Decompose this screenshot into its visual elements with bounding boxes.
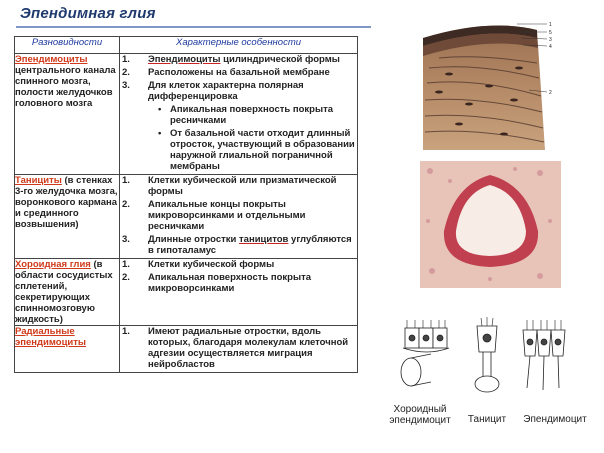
feature-text: Длинные отростки	[148, 234, 240, 245]
table-row	[15, 54, 358, 175]
feature-item	[120, 259, 357, 270]
features-cell	[120, 175, 358, 259]
type-name: Радиальные эпендимоциты	[15, 326, 87, 348]
feature-number: 2.	[122, 67, 130, 78]
features-cell	[120, 326, 358, 373]
features-list	[120, 175, 357, 256]
feature-text: Расположены на базальной мембране	[148, 67, 330, 78]
caption-tanycyte: Таницит	[467, 414, 507, 425]
feature-item	[120, 67, 357, 78]
feature-text: таницитов	[239, 234, 289, 245]
table-row	[15, 175, 358, 259]
feature-item	[120, 175, 357, 197]
ependyma-histology-image	[419, 8, 561, 150]
fig-label-2: 2	[549, 90, 552, 96]
central-canal-image	[420, 161, 561, 288]
header-types: Разновидности	[15, 37, 120, 54]
bullet-icon: •	[158, 104, 162, 115]
feature-number: 1.	[122, 259, 130, 270]
title-underline	[16, 26, 371, 28]
cell-types-drawing	[387, 312, 587, 408]
feature-item	[120, 199, 357, 232]
sub-feature-item	[148, 128, 357, 172]
feature-number: 2.	[122, 199, 130, 210]
feature-text: цилиндрической формы	[220, 54, 340, 65]
feature-text: углубляются в гипоталамус	[148, 234, 352, 256]
caption-ependymocyte: Эпендимоцит	[523, 414, 587, 425]
caption-choroid: Хороидный эпендимоцит	[389, 404, 451, 426]
feature-number: 3.	[122, 234, 130, 245]
table-row	[15, 259, 358, 326]
feature-number: 1.	[122, 175, 130, 186]
sub-features-list	[148, 104, 357, 172]
type-cell	[15, 175, 120, 259]
type-name: Эпендимоциты	[15, 54, 88, 65]
fig-label-3: 3	[549, 37, 552, 43]
features-list	[120, 326, 357, 370]
feature-item	[120, 326, 357, 370]
feature-number: 2.	[122, 272, 130, 283]
feature-text: Клетки кубической или призматической формы	[148, 175, 337, 197]
feature-item	[120, 272, 357, 294]
feature-text: Апикальная поверхность покрыта микроворсинками	[148, 272, 312, 294]
type-name: Танициты	[15, 175, 62, 186]
fig-label-1: 1	[549, 22, 552, 28]
type-name: Хороидная глия	[15, 259, 91, 270]
features-cell	[120, 54, 358, 175]
type-cell	[15, 259, 120, 326]
fig-label-4: 4	[549, 44, 552, 50]
feature-text: Эпендимоциты	[148, 54, 221, 65]
feature-text: Для клеток характерна полярная дифференцировка	[148, 80, 304, 102]
sub-feature-text: От базальной части отходит длинный отросток, участвующий в образовании наружной глиальной пограничной мембраны	[170, 128, 355, 172]
feature-text: Клетки кубической формы	[148, 259, 275, 270]
sub-feature-item	[148, 104, 357, 126]
page-title: Эпендимная глия	[20, 5, 156, 22]
features-cell	[120, 259, 358, 326]
header-features: Характерные особенности	[120, 37, 358, 54]
feature-text: Имеют радиальные отростки, вдоль которых, благодаря молекулам клеточной адгезии осуществляется миграция нейробластов	[148, 326, 349, 370]
features-list	[120, 259, 357, 294]
fig-label-5: 5	[549, 30, 552, 36]
feature-number: 1.	[122, 54, 130, 65]
feature-item	[120, 54, 357, 65]
sub-feature-text: Апикальная поверхность покрыта ресничками	[170, 104, 334, 126]
bullet-icon: •	[158, 128, 162, 139]
feature-number: 1.	[122, 326, 130, 337]
type-description: (в стенках 3-го желудочка мозга, воронкового кармана и срединного возвышения)	[15, 175, 118, 230]
type-description: (в области сосудистых сплетений, секретирующих спинномозговую жидкость)	[15, 259, 113, 325]
type-description: центрального канала спинного мозга, полости желудочков головного мозга	[15, 65, 116, 109]
features-list	[120, 54, 357, 172]
table-row	[15, 326, 358, 373]
feature-text: Апикальные концы покрыты микроворсинками и отдельными ресничками	[148, 199, 306, 232]
feature-item	[120, 80, 357, 172]
feature-item	[120, 234, 357, 256]
feature-number: 3.	[122, 80, 130, 91]
type-cell	[15, 54, 120, 175]
type-cell	[15, 326, 120, 373]
glia-table	[14, 36, 358, 373]
